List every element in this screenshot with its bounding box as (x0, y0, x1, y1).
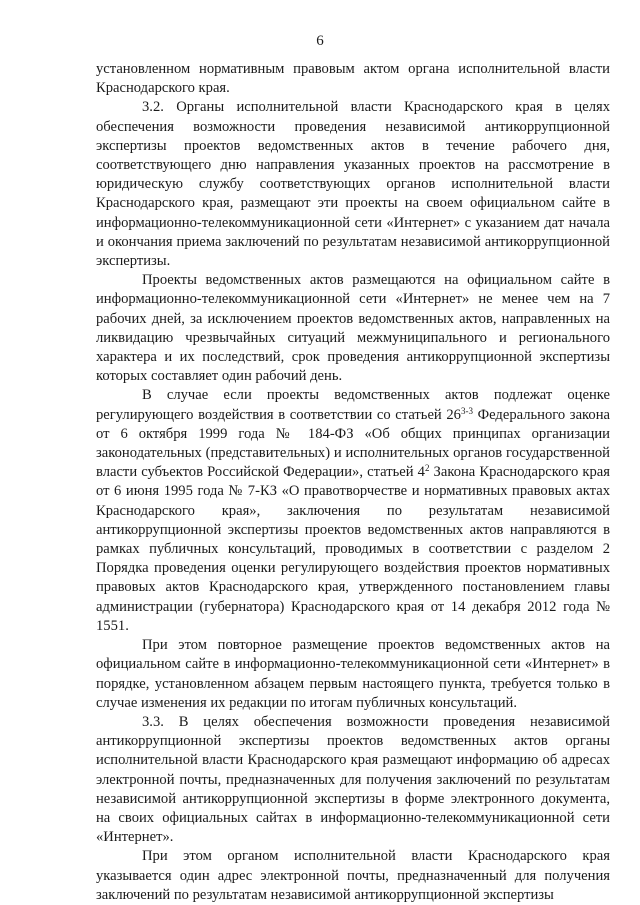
paragraph-text: Федерального закона от 6 октября 1999 года № 184-ФЗ «Об общих принципах организации законодательных (представительных) и исполнительных органов государственной власти субъектов Российской Федерации», статьей 4 (96, 406, 610, 481)
paragraph (96, 60, 610, 98)
paragraph (96, 386, 610, 636)
paragraph (96, 636, 610, 713)
paragraph-text: Проекты ведомственных актов размещаются на официальном сайте в информационно-телекоммуникационной сети «Интернет» не менее чем на 7 рабочих дней, за исключением проектов ведомственных актов, направленных на ликвидацию чрезвычайных ситуаций межмуниципального и регионального характера и их последствий, срок проведения антикоррупционной экспертизы которых составляет один рабочий день. (96, 272, 610, 385)
paragraph-text: установленном нормативным правовым актом органа исполнительной власти Краснодарского края. (96, 61, 610, 97)
paragraph (96, 847, 610, 905)
superscript-text: 2 (424, 463, 430, 474)
paragraph-text: 3.2. Органы исполнительной власти Краснодарского края в целях обеспечения возможности проведения независимой антикоррупционной экспертизы проектов ведомственных актов в течение рабочего дня, соответствующего дню направления указанных проектов на рассмотрение в юридическую службу соответствующих органов исполнительной власти Краснодарского края, размещают эти проекты на своем официальном сайте в информационно-телекоммуникационной сети «Интернет» с указанием дат начала и окончания приема заключений по результатам независимой антикоррупционной экспертизы. (96, 99, 610, 270)
superscript-text: 3-3 (460, 405, 473, 416)
paragraph-text: 3.3. В целях обеспечения возможности проведения независимой антикоррупционной экспертизы проектов ведомственных актов органы исполнительной власти Краснодарского края размещают информацию об адресах электронной почты, предназначенных для получения заключений по результатам независимой антикоррупционной экспертизы в форме электронного документа, на своих официальных сайтах в информационно-телекоммуникационной сети «Интернет». (96, 713, 610, 846)
paragraph-text: В случае если проекты ведомственных актов подлежат оценке регулирующего воздействия в соответствии со статьей 26 (96, 387, 610, 423)
paragraph-text: При этом органом исполнительной власти Краснодарского края указывается один адрес электронной почты, предназначенный для получения заключений по результатам независимой антикоррупционной экспертизы (96, 848, 610, 903)
paragraph (96, 98, 610, 271)
paragraph (96, 271, 610, 386)
page-number: 6 (316, 33, 324, 49)
document-body (96, 60, 610, 905)
paragraph-text: При этом повторное размещение проектов ведомственных актов на официальном сайте в информационно-телекоммуникационной сети «Интернет» в порядке, установленном абзацем первым настоящего пункта, требуется только в случае изменения их редакции по итогам публичных консультаций. (96, 637, 610, 711)
paragraph (96, 713, 610, 847)
paragraph-text: Закона Краснодарского края от 6 июня 1995 года № 7-КЗ «О правотворчестве и нормативных правовых актах Краснодарского края», заключения по результатам независимой антикоррупционной экспертизы проектов ведомственных актов направляются в рамках публичных консультаций, проводимых в соответствии с разделом 2 Порядка проведения оценки регулирующего воздействия проектов нормативных правовых актов Краснодарского края, утвержденного постановлением главы администрации (губернатора) Краснодарского края от 14 декабря 2012 года № 1551. (96, 464, 610, 634)
